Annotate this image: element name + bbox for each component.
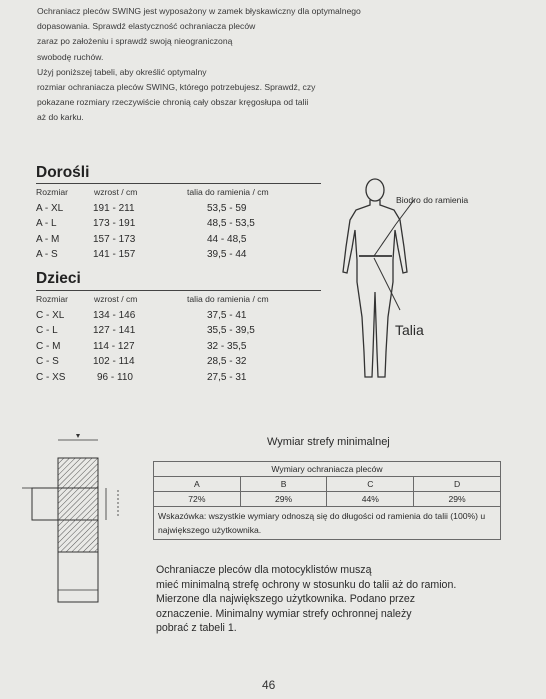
cell-height: 114 - 127 (93, 340, 135, 352)
intro-line: swobodę ruchów. (37, 51, 104, 62)
cell-size: A - S (36, 249, 58, 260)
bottom-line: Mierzone dla największego użytkownika. Podano przez (156, 593, 416, 605)
intro-text (37, 4, 367, 126)
waist-leader (374, 258, 400, 310)
shoulder-pointer (374, 224, 396, 256)
cell-height: 96 - 110 (97, 371, 133, 383)
cell-size: C - S (36, 356, 59, 367)
adults-title: Dorośli (36, 164, 90, 181)
cell-height: 134 - 146 (93, 309, 136, 321)
value-d: 29% (414, 492, 501, 507)
protector-diagram (18, 430, 140, 605)
strefa-table-header: Wymiary ochraniacza pleców (154, 462, 501, 477)
strefa-title: Wymiar strefy minimalnej (267, 436, 390, 448)
bottom-line: oznaczenie. Minimalny wymiar strefy ochronnej należy (156, 607, 412, 620)
col-c: C (327, 477, 414, 492)
table-row (154, 477, 501, 492)
col-header-size: Rozmiar (36, 187, 68, 197)
cell-height: 173 - 191 (93, 218, 136, 229)
cell-size: A - M (36, 233, 60, 245)
arrow-icon (76, 434, 80, 438)
cell-waist: 35,5 - 39,5 (207, 325, 255, 336)
cell-height: 191 - 211 (93, 202, 135, 214)
cell-size: C - XL (36, 309, 65, 321)
col-d: D (414, 477, 501, 492)
strefa-table (153, 461, 501, 540)
cell-waist: 37,5 - 41 (207, 309, 247, 321)
col-header-height: wzrost / cm (94, 294, 138, 304)
protector-shape (32, 458, 98, 602)
label-waist: Talia (395, 322, 424, 338)
cell-size: A - L (36, 218, 57, 229)
cell-size: A - XL (36, 202, 64, 214)
cell-waist: 44 - 48,5 (207, 233, 247, 245)
intro-line: Użyj poniższej tabeli, aby określić optymalny (37, 66, 207, 77)
cell-waist: 28,5 - 32 (207, 356, 247, 367)
strefa-note: Wskazówka: wszystkie wymiary odnoszą się do długości od ramienia do talii (100%) u największego użytkownika. (154, 507, 501, 540)
value-a: 72% (154, 492, 241, 507)
intro-line: rozmiar ochraniacza pleców SWING, którego potrzebujesz. Sprawdź, czy (37, 82, 316, 93)
page-number: 46 (262, 678, 276, 692)
bottom-line: Ochraniacze pleców dla motocyklistów muszą (156, 564, 372, 576)
kids-title: Dzieci (36, 270, 81, 287)
intro-line: Ochraniacz pleców SWING jest wyposażony w zamek błyskawiczny dla optymalnego (37, 6, 361, 16)
col-b: B (240, 477, 327, 492)
col-header-height: wzrost / cm (94, 187, 138, 197)
value-b: 29% (240, 492, 327, 507)
cell-waist: 48,5 - 53,5 (207, 218, 255, 229)
table-row (154, 492, 501, 507)
intro-line: pokazane rozmiary rzeczywiście chronią cały obszar kręgosłupa od talii (37, 97, 309, 108)
col-a: A (154, 477, 241, 492)
cell-size: C - M (36, 340, 61, 352)
kids-rule (36, 290, 321, 291)
cell-waist: 39,5 - 44 (207, 249, 247, 260)
cell-waist: 32 - 35,5 (207, 340, 247, 352)
bottom-text (156, 563, 496, 636)
cell-size: C - XS (36, 371, 66, 383)
intro-line: dopasowania. Sprawdź elastyczność ochraniacza pleców (37, 21, 256, 32)
col-header-size: Rozmiar (36, 294, 68, 304)
bottom-line: pobrać z tabeli 1. (156, 622, 237, 634)
cell-height: 141 - 157 (93, 249, 136, 260)
body-outline (343, 179, 407, 377)
cell-height: 127 - 141 (93, 325, 136, 336)
value-c: 44% (327, 492, 414, 507)
cell-waist: 27,5 - 31 (207, 371, 247, 383)
col-header-waist: talia do ramienia / cm (187, 187, 269, 197)
adults-rule (36, 183, 321, 184)
cell-waist: 53,5 - 59 (207, 202, 247, 214)
bottom-line: mieć minimalną strefę ochrony w stosunku do talii aż do ramion. (156, 578, 457, 591)
cell-size: C - L (36, 325, 58, 336)
intro-line: aż do karku. (37, 112, 84, 123)
cell-height: 157 - 173 (93, 233, 136, 245)
intro-line: zaraz po założeniu i sprawdź swoją nieograniczoną (37, 36, 233, 47)
cell-height: 102 - 114 (93, 356, 135, 367)
label-shoulder: Biodro do ramienia (396, 195, 469, 205)
col-header-waist: talia do ramienia / cm (187, 294, 269, 304)
